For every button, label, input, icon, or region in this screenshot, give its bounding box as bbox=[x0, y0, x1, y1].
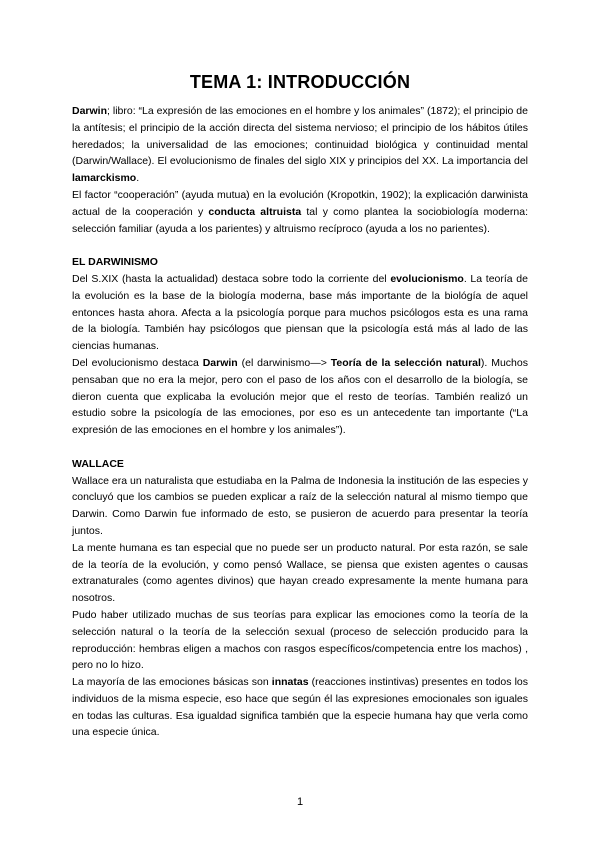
section-heading-darwinismo: EL DARWINISMO bbox=[72, 256, 158, 269]
darwinismo-paragraph-2 bbox=[72, 355, 528, 439]
body-text: (el darwinismo—> bbox=[237, 356, 331, 369]
intro-paragraph-1 bbox=[72, 103, 528, 187]
wallace-paragraph-3: Pudo haber utilizado muchas de sus teorías para explicar las emociones como la teoría de la selección natural o la teoría de la selección sexual (proceso de selección producido para la reproducción: hembras eligen a machos con rasgos específicos/competencia entre los machos) , pero no lo hizo. bbox=[72, 608, 528, 672]
body-text: La mayoría de las emociones básicas son bbox=[72, 676, 272, 689]
wallace-paragraph-4 bbox=[72, 674, 528, 741]
darwinismo-paragraph-1 bbox=[72, 271, 528, 355]
intro-text: El factor “cooperación” (ayuda mutua) en la evolución (Kropotkin, 1902); la explicación darwinista actual de la cooperación y bbox=[72, 188, 528, 218]
intro-paragraph-2 bbox=[72, 187, 528, 237]
body-text: ). Muchos pensaban que no era la mejor, pero con el paso de los años con el desarrollo de la biología, se dieron cuenta que explicaba la evolución mejor que el resto de teorías. También realizó un estudio sobre la psicología de las emociones, por eso es un antecedente tan importante (“La expresión de las emociones en el hombre y los animales”). bbox=[72, 356, 528, 437]
bold-term-darwin: Darwin bbox=[72, 105, 108, 117]
bold-term-darwin: Darwin bbox=[202, 356, 238, 369]
bold-term-lamarckismo: lamarckismo bbox=[72, 172, 137, 185]
page-number: 1 bbox=[296, 796, 304, 808]
wallace-paragraph-1: Wallace era un naturalista que estudiaba en la Palma de Indonesia la institución de las especies y concluyó que los cambios se pueden explicar a raíz de la selección natural al mismo tiempo que Darwin. Como Darwin fue informado de esto, se pusieron de acuerdo para presentar la teoría juntos. bbox=[72, 474, 528, 537]
intro-text: . bbox=[136, 172, 140, 185]
section-heading-wallace: WALLACE bbox=[72, 457, 124, 470]
bold-term-seleccion-natural: Teoría de la selección natural bbox=[330, 356, 481, 369]
bold-term-innatas: innatas bbox=[271, 676, 309, 689]
bold-term-evolucionismo: evolucionismo bbox=[390, 272, 464, 285]
body-text: . La teoría de la evolución es la base de la biología moderna, base más importante de la biológía de aquel entonces hasta ahora. Afecta a la psicología porque para muchos psicólogos esta es una rama de la biología. También hay psicólogos que piensan que la psicología está más al lado de las ciencias humanas. bbox=[72, 272, 528, 353]
body-text: Del evolucionismo destaca bbox=[72, 356, 203, 369]
bold-term-conducta-altruista: conducta altruista bbox=[208, 205, 302, 218]
body-text: (reacciones instintivas) presentes en todos los individuos de la misma especie, eso hace que según él las expresiones emocionales son iguales en todas las culturas. Esa igualdad significa también que la especie humana hay que verla como una especie única. bbox=[72, 676, 528, 739]
intro-text: ; libro: “La expresión de las emociones en el hombre y los animales” (1872); el principio de la antítesis; el principio de la acción directa del sistema nervioso; el principio de los hábitos útiles heredados; la universalidad de las emociones; continuidad biológica y continuidad mental (Darwin/Wallace). El evolucionismo de finales del siglo XIX y principios del XX. La importancia del bbox=[72, 105, 528, 168]
document-title: TEMA 1: INTRODUCCIÓN bbox=[189, 72, 411, 92]
intro-text: tal y como plantea la sociobiología moderna: selección familiar (ayuda a los parientes) y altruismo recíproco (ayuda a los no parientes). bbox=[72, 205, 528, 235]
wallace-paragraph-2: La mente humana es tan especial que no puede ser un producto natural. Por esta razón, se sale de la teoría de la evolución, y como pensó Wallace, se piensa que existen agentes o causas extranaturales (como agentes divinos) que hayan creado expresamente la mente humana para nosotros. bbox=[72, 541, 528, 605]
body-text: Del S.XIX (hasta la actualidad) destaca sobre todo la corriente del bbox=[72, 272, 391, 285]
